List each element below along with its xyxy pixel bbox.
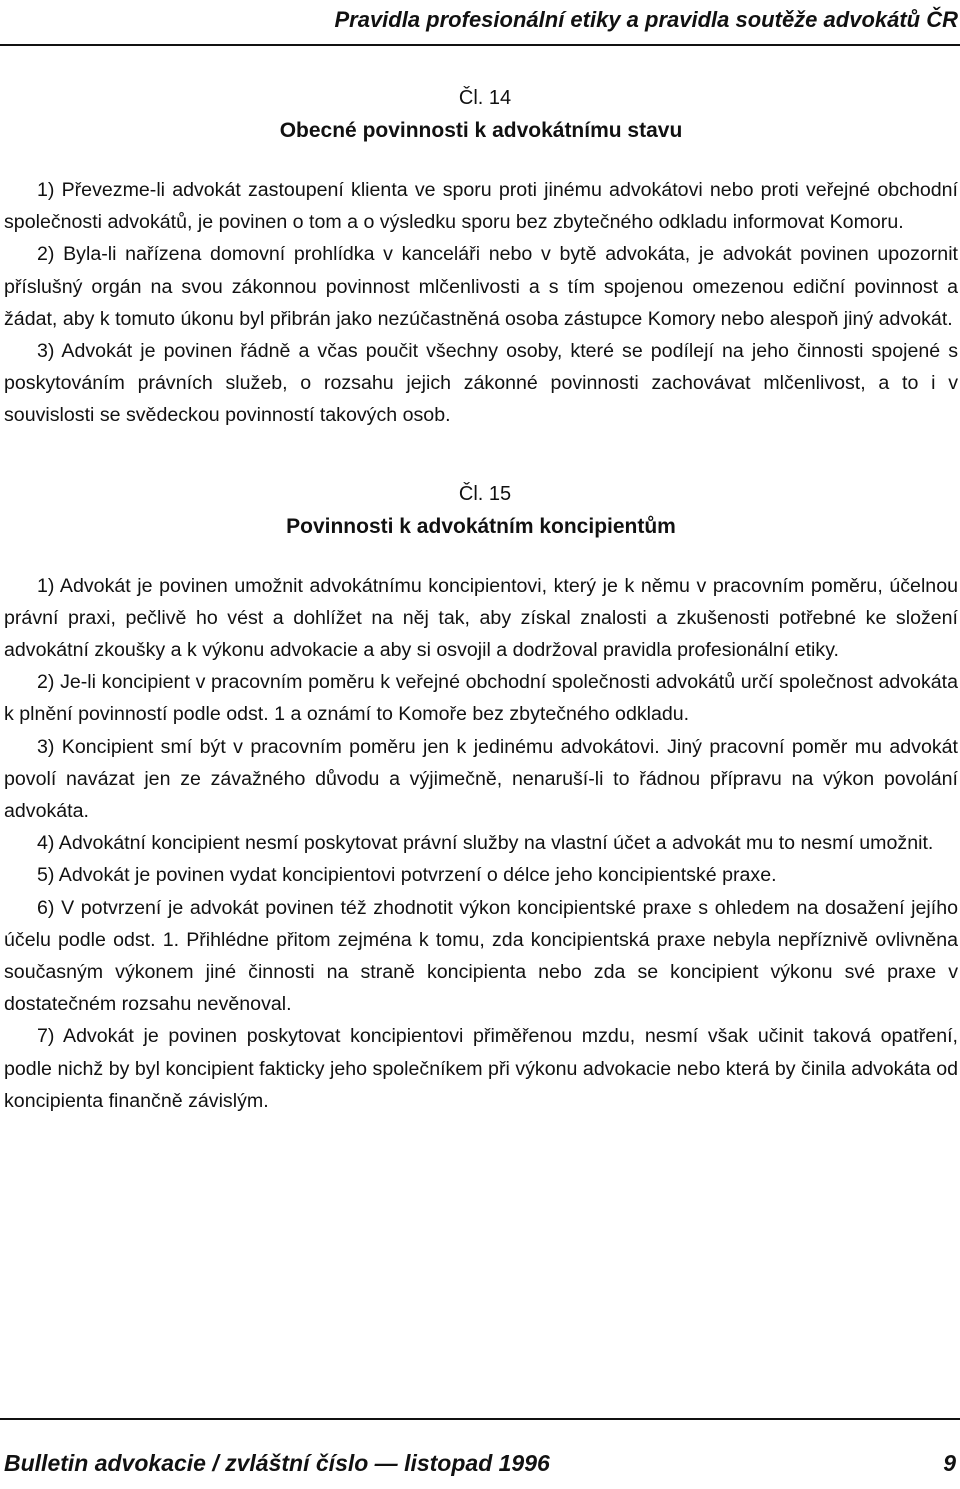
paragraph: 1) Advokát je povinen umožnit advokátnímu koncipientovi, který je k němu v pracovním poměru, účelnou právní praxi, pečlivě ho vést a dohlížet na něj tak, aby získal znalosti a zkušenosti potřebné ke složení advokátní zkoušky a k výkonu advokacie a aby si osvojil a dodržoval pravidla profesionální etiky. xyxy=(4,574,958,662)
article-title: Povinnosti k advokátním koncipientům xyxy=(286,514,676,538)
publication-info: Bulletin advokacie / zvláštní číslo — listopad 1996 xyxy=(4,1450,550,1476)
paragraph: 6) V potvrzení je advokát povinen též zhodnotit výkon koncipientské praxe s ohledem na dosažení jejího účelu podle odst. 1. Přihlédne přitom zejména k tomu, zda koncipientská praxe nebyla nepříznivě ovlivněna současným výkonem jiné činnosti na straně koncipienta nebo zda se koncipient výkonu své praxe v dostatečném rozsahu nevěnoval. xyxy=(4,896,958,1016)
article-14 xyxy=(4,82,958,432)
paragraph: 2) Byla-li nařízena domovní prohlídka v kanceláři nebo v bytě advokáta, je advokát povinen upozornit příslušný orgán na svou zákonnou povinnost mlčenlivosti a s tím spojenou omezenou ediční povinnost a žádat, aby k tomuto úkonu byl přibrán jako nezúčastněná osoba zástupce Komory nebo alespoň jiný advokát. xyxy=(4,243,958,330)
page-header xyxy=(0,0,960,47)
page-body xyxy=(4,82,958,1117)
page-number: 9 xyxy=(943,1450,956,1476)
section-spacer xyxy=(4,432,958,478)
article-number: Čl. 14 xyxy=(458,87,512,109)
article-title: Obecné povinnosti k advokátnímu stavu xyxy=(279,119,683,142)
paragraph: 1) Převezme-li advokát zastoupení klienta ve sporu proti jinému advokátovi nebo proti veřejné obchodní společnosti advokátů, je povinen o tom a o výsledku sporu bez zbytečného odkladu informovat Komoru. xyxy=(4,179,958,234)
paragraph: 3) Koncipient smí být v pracovním poměru jen k jedinému advokátovi. Jiný pracovní poměr mu advokát povolí navázat jen ze závažného důvodu a výjimečně, nenaruší-li to řádnou přípravu na výkon povolání advokáta. xyxy=(4,735,958,823)
article-15 xyxy=(4,478,958,1117)
paragraph: 3) Advokát je povinen řádně a včas poučit všechny osoby, které se podílejí na jeho činnosti spojené s poskytováním právních služeb, o rozsahu jejich zákonné povinnosti zachovávat mlčenlivost, a to i v souvislosti se svědeckou povinností takových osob. xyxy=(4,340,958,427)
paragraph: 2) Je-li koncipient v pracovním poměru k veřejné obchodní společnosti advokátů určí společnost advokáta k plnění povinností podle odst. 1 a oznámí to Komoře bez zbytečného odkladu. xyxy=(4,671,958,726)
page-footer xyxy=(0,1418,960,1489)
paragraph: 7) Advokát je povinen poskytovat koncipientovi přiměřenou mzdu, nesmí však učinit taková opatření, podle nichž by byl koncipient fakticky jeho společníkem při výkonu advokacie nebo která by činila advokáta od koncipienta finančně závislým. xyxy=(4,1025,958,1112)
header-divider xyxy=(0,44,960,46)
article-number: Čl. 15 xyxy=(458,482,512,505)
paragraph: 4) Advokátní koncipient nesmí poskytovat právní služby na vlastní účet a advokát mu to nesmí umožnit. xyxy=(37,832,934,855)
running-title: Pravidla profesionální etiky a pravidla soutěže advokátů ČR xyxy=(334,7,958,32)
footer-divider xyxy=(0,1418,960,1420)
paragraph: 5) Advokát je povinen vydat koncipientovi potvrzení o délce jeho koncipientské praxe. xyxy=(37,864,777,887)
